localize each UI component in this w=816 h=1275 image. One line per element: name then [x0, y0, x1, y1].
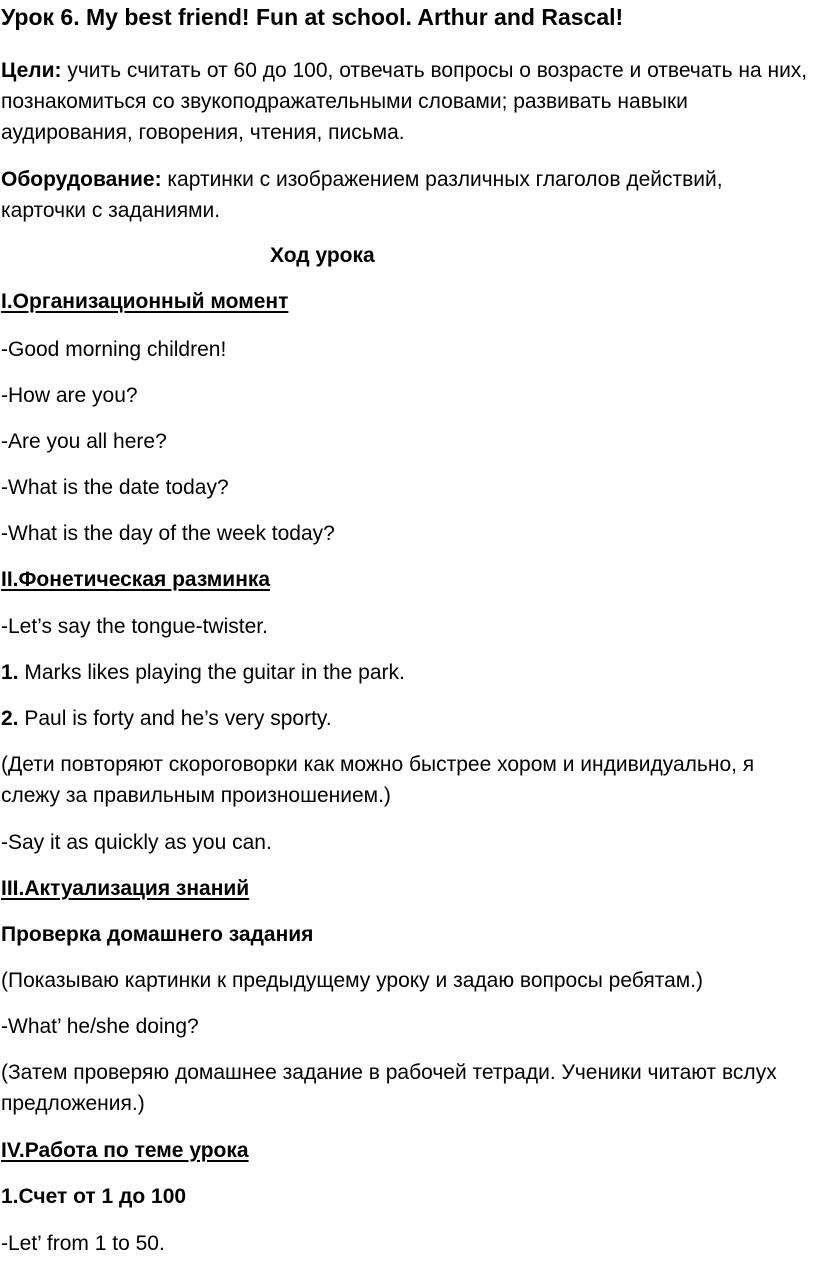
section1-heading: I.Организационный момент	[1, 290, 289, 313]
section1-line-1: -Good morning children!	[1, 338, 227, 361]
goals-label: Цели:	[1, 59, 62, 82]
section2-item-1	[1, 660, 405, 686]
section1-line-4: -What is the date today?	[1, 476, 229, 499]
goals-text: учить считать от 60 до 100, отвечать вопросы о возрасте и отвечать на них, познакомиться со звукоподражательными словами; развивать навыки аудирования, говорения, чтения, письма.	[1, 59, 808, 144]
section3-note-1: (Показываю картинки к предыдущему уроку и задаю вопросы ребятам.)	[1, 969, 704, 992]
item-number: 2.	[1, 707, 19, 730]
section4-subheading: 1.Счет от 1 до 100	[1, 1185, 187, 1208]
section1-line-3: -Are you all here?	[1, 430, 167, 453]
equipment-paragraph	[1, 164, 813, 226]
section3-line-1: -What’ he/she doing?	[1, 1015, 199, 1038]
lesson-heading: Ход урока	[270, 244, 375, 267]
lesson-title: Урок 6. My best friend! Fun at school. Arthur and Rascal!	[1, 4, 624, 30]
section4-heading: IV.Работа по теме урока	[1, 1139, 249, 1162]
section2-line-2: -Say it as quickly as you can.	[1, 831, 272, 854]
section1-line-5: -What is the day of the week today?	[1, 522, 335, 545]
section2-item-2	[1, 706, 332, 732]
section3-note-2: (Затем проверяю домашнее задание в рабочей тетради. Ученики читают вслух предложения.)	[1, 1061, 777, 1115]
equipment-label: Оборудование:	[1, 168, 162, 191]
section3-subheading: Проверка домашнего задания	[1, 923, 314, 946]
section2-heading: II.Фонетическая разминка	[1, 568, 271, 591]
section2-note: (Дети повторяют скороговорки как можно быстрее хором и индивидуально, я слежу за правильным произношением.)	[1, 753, 755, 807]
goals-paragraph	[1, 55, 813, 148]
section3-heading: III.Актуализация знаний	[1, 877, 250, 900]
item-text: Marks likes playing the guitar in the park.	[18, 661, 405, 684]
item-number: 1.	[1, 661, 19, 684]
section1-line-2: -How are you?	[1, 384, 138, 407]
item-text: Paul is forty and he’s very sporty.	[18, 707, 332, 730]
section4-line-1: -Let’ from 1 to 50.	[1, 1232, 165, 1255]
equipment-text: картинки с изображением различных глаголов действий, карточки с заданиями.	[1, 168, 723, 222]
section2-line-1: -Let’s say the tongue-twister.	[1, 615, 268, 638]
